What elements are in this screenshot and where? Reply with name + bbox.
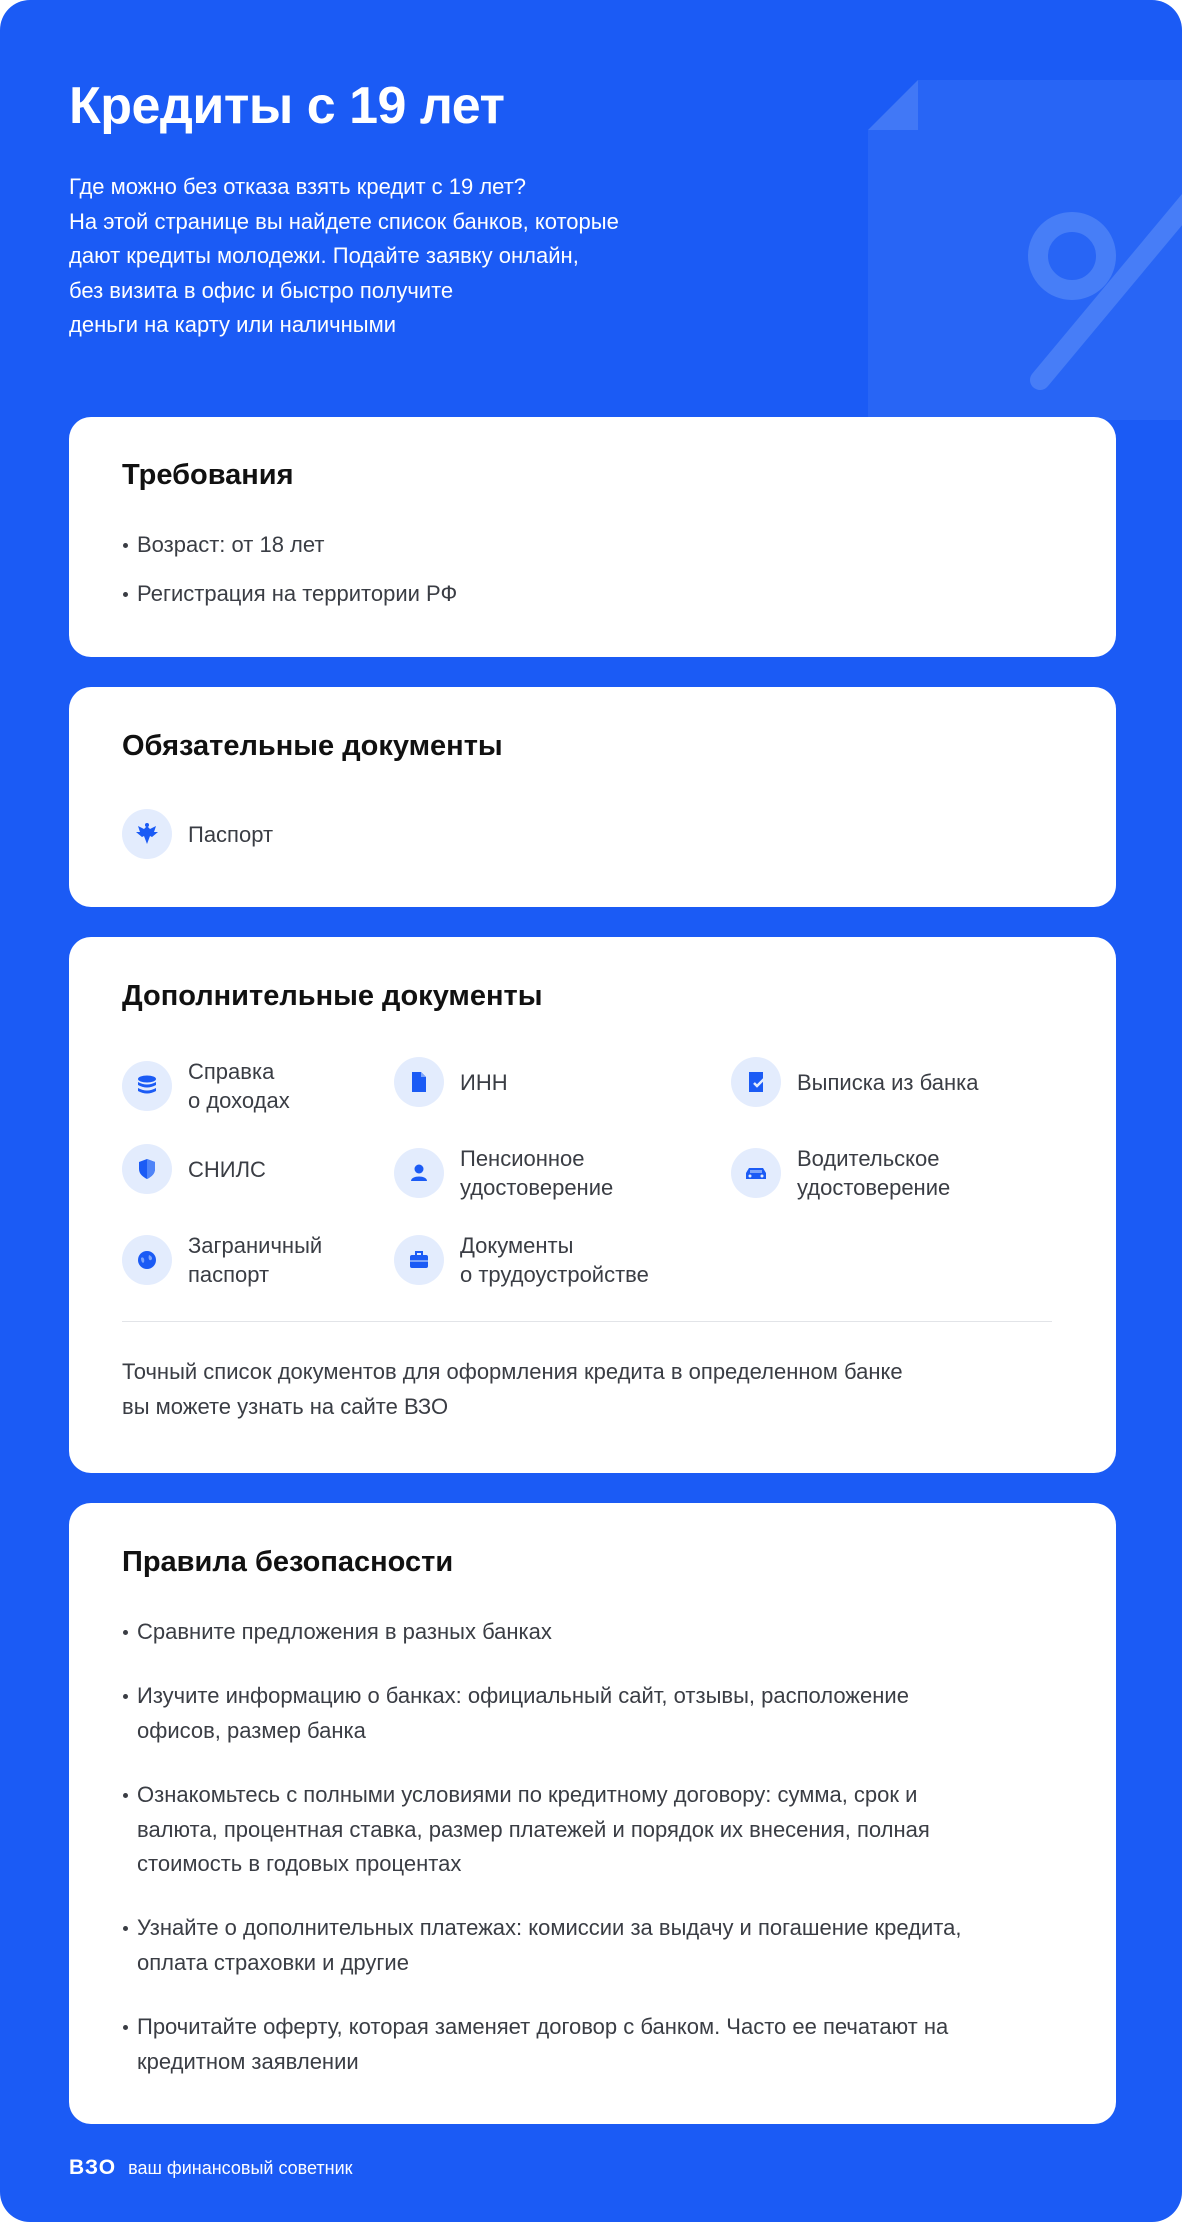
doc-label: СНИЛС <box>188 1156 266 1182</box>
vzo-logo: ВЗО <box>69 2156 117 2179</box>
safety-rule-item <box>122 1778 1062 1882</box>
hero-description-line: дают кредиты молодежи. Подайте заявку онлайн, <box>69 243 579 268</box>
shield-icon <box>122 1144 172 1194</box>
safety-rule-item <box>122 1615 1062 1650</box>
divider <box>122 1321 1052 1322</box>
doc-label: Водительское удостоверение <box>797 1146 951 1200</box>
doc-item-inn <box>394 1057 508 1107</box>
doc-item-income-certificate <box>122 1057 290 1115</box>
doc-item-driver-license <box>731 1144 950 1202</box>
requirements-title: Требования <box>122 459 294 491</box>
mandatory-documents-title: Обязательные документы <box>122 730 503 762</box>
safety-rule-line: валюта, процентная ставка, размер платежей и порядок их внесения, полная <box>137 1816 930 1842</box>
note-line: Точный список документов для оформления кредита в определенном банке <box>122 1359 903 1384</box>
percent-document-icon <box>860 80 1182 420</box>
safety-rule-line: Ознакомьтесь с полными условиями по кредитному договору: сумма, срок и <box>137 1782 918 1807</box>
doc-label: Справка о доходах <box>188 1059 290 1113</box>
briefcase-icon <box>394 1235 444 1285</box>
documents-note <box>122 1355 1022 1424</box>
safety-rules-card <box>69 1503 1116 2124</box>
note-line: вы можете узнать на сайте ВЗО <box>122 1393 449 1419</box>
doc-item-snils <box>122 1144 266 1194</box>
coins-stack-icon <box>122 1061 172 1111</box>
page-title: Кредиты с 19 лет <box>69 77 505 135</box>
bank-statement-icon <box>731 1057 781 1107</box>
doc-label: ИНН <box>460 1069 508 1095</box>
doc-label: Заграничный паспорт <box>188 1233 323 1287</box>
document-icon <box>394 1057 444 1107</box>
safety-rule-line: кредитном заявлении <box>137 2048 359 2074</box>
hero-description-line: без визита в офис и быстро получите <box>69 277 454 303</box>
safety-rule-line: Сравните предложения в разных банках <box>137 1619 552 1644</box>
doc-label: Паспорт <box>188 821 274 847</box>
doc-item-bank-statement <box>731 1057 978 1107</box>
additional-documents-title: Дополнительные документы <box>122 980 543 1012</box>
safety-rule-item <box>122 1911 1062 1980</box>
doc-item-foreign-passport <box>122 1231 322 1289</box>
doc-item-employment-documents <box>394 1231 649 1289</box>
safety-rule-line: офисов, размер банка <box>137 1717 366 1743</box>
mandatory-documents-card <box>69 687 1116 907</box>
safety-rules-title: Правила безопасности <box>122 1546 454 1578</box>
hero-description-line: На этой странице вы найдете список банков, которые <box>69 208 619 234</box>
doc-item-passport <box>122 809 273 859</box>
doc-label: Пенсионное удостоверение <box>460 1146 614 1200</box>
doc-label: Выписка из банка <box>797 1069 979 1095</box>
globe-icon <box>122 1235 172 1285</box>
footer-tagline: ваш финансовый советник <box>128 2157 353 2178</box>
safety-rule-line: Изучите информацию о банках: официальный сайт, отзывы, расположение <box>137 1683 909 1708</box>
safety-rule-item <box>122 1679 1062 1748</box>
requirement-item: Возраст: от 18 лет <box>122 528 1062 563</box>
car-icon <box>731 1148 781 1198</box>
hero-description <box>69 170 709 343</box>
additional-documents-card <box>69 937 1116 1473</box>
safety-rule-line: Узнайте о дополнительных платежах: комиссии за выдачу и погашение кредита, <box>137 1915 962 1940</box>
doc-label: Документы о трудоустройстве <box>460 1233 649 1287</box>
hero-description-line: Где можно без отказа взять кредит с 19 лет? <box>69 174 526 199</box>
safety-rule-line: оплата страховки и другие <box>137 1949 409 1975</box>
requirement-item: Регистрация на территории РФ <box>122 577 1062 612</box>
requirements-card <box>69 417 1116 657</box>
eagle-emblem-icon <box>122 809 172 859</box>
doc-item-pension-certificate <box>394 1144 613 1202</box>
footer <box>69 2156 353 2180</box>
person-icon <box>394 1148 444 1198</box>
safety-rule-line: стоимость в годовых процентах <box>137 1851 462 1876</box>
safety-rule-line: Прочитайте оферту, которая заменяет договор с банком. Часто ее печатают на <box>137 2014 949 2039</box>
safety-rule-item <box>122 2010 1062 2079</box>
hero-description-line: деньги на карту или наличными <box>69 312 397 337</box>
